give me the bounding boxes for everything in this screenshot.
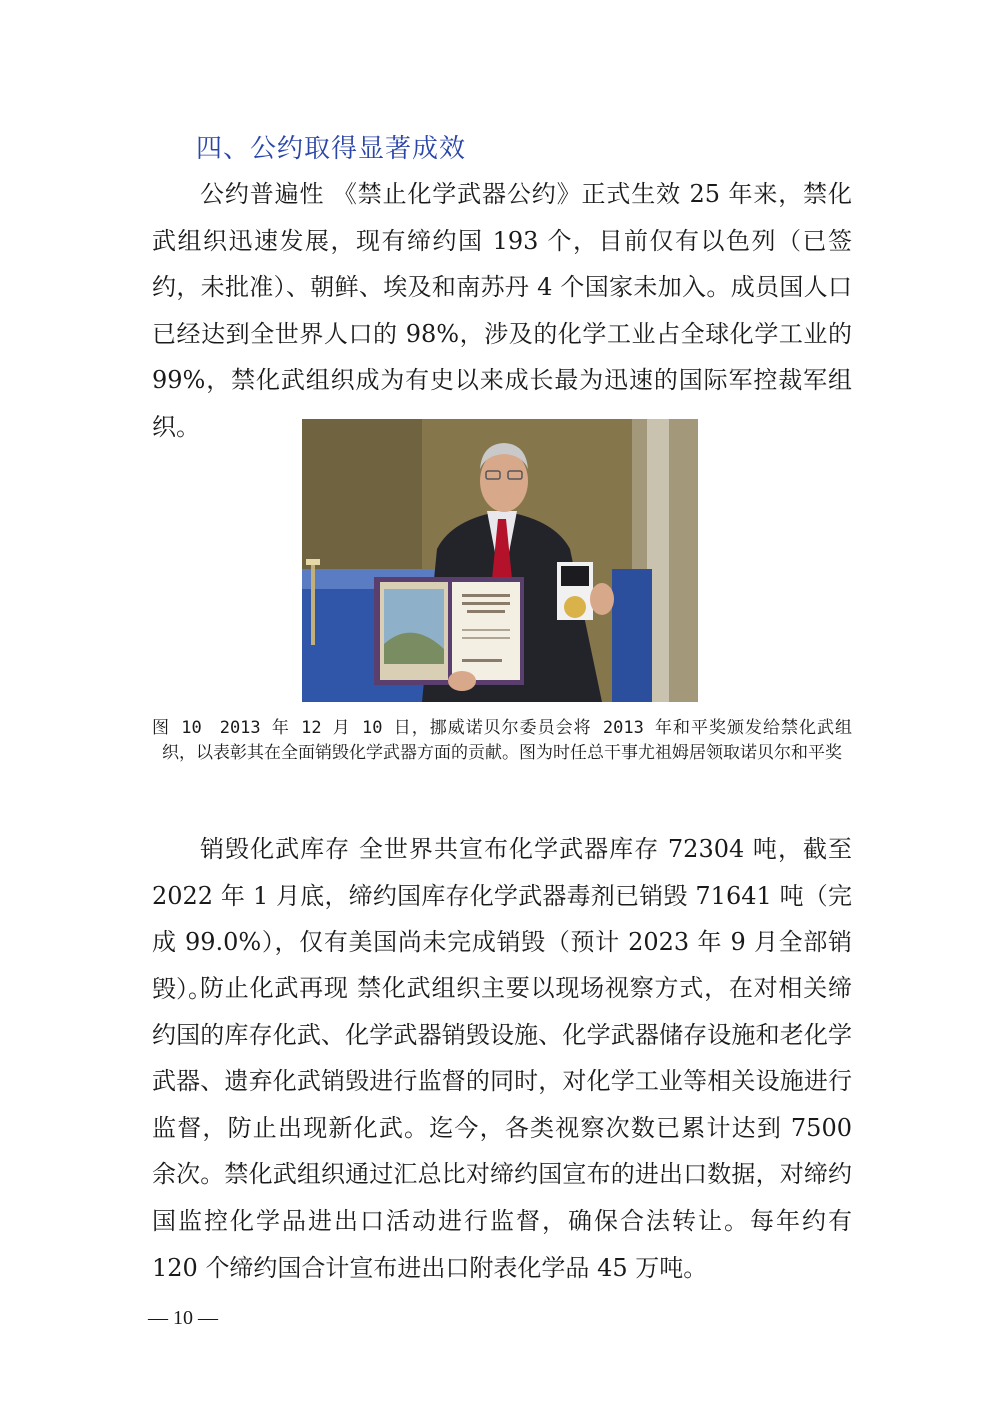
paragraph-lead: 公约普遍性: [200, 180, 325, 208]
page-number: — 10 —: [148, 1307, 218, 1329]
paragraph-body: 《禁止化学武器公约》正式生效 25 年来，禁化武组织迅速发展，现有缔约国 193 个，目前仅有以色列（已签约，未批准）、朝鲜、埃及和南苏丹 4 个国家未加入。成员国人口已经达到全世界人口的 98%，涉及的化学工业占全球化学工业的 99%，禁化武组织成为有史以来成长最为迅速的国际军控裁军组织。: [152, 180, 852, 441]
figure-caption-text: 2013 年 12 月 10 日，挪威诺贝尔委员会将 2013 年和平奖颁发给禁化武组织，以表彰其在全面销毁化学武器方面的贡献。图为时任总干事尤祖姆居领取诺贝尔和平奖: [162, 718, 852, 763]
paragraph-body: 全世界共宣布化学武器库存 72304 吨，截至 2022 年 1 月底，缔约国库存化学武器毒剂已销毁 71641 吨（完成 99.0%），仅有美国尚未完成销毁（预计 2023 年 9 月全部销毁）。: [152, 835, 853, 1003]
nobel-ceremony-photo: [302, 419, 698, 702]
figure-caption: [152, 716, 852, 766]
figure-label: 图 10: [152, 718, 202, 738]
paragraph-universality: [152, 171, 852, 451]
paragraph-body: 禁化武组织主要以现场视察方式，在对相关缔约国的库存化武、化学武器销毁设施、化学武器储存设施和老化学武器、遗弃化武销毁进行监督的同时，对化学工业等相关设施进行监督，防止出现新化武。迄今，各类视察次数已累计达到 7500 余次。禁化武组织通过汇总比对缔约国宣布的进出口数据，对缔约国监控化学品进出口活动进行监督，确保合法转让。每年约有 120 个缔约国合计宣布进出口附表化学品 45 万吨。: [152, 974, 852, 1282]
paragraph-lead: 销毁化武库存: [200, 835, 351, 863]
paragraph-lead: 防止化武再现: [200, 974, 349, 1002]
paragraph-prevention: [152, 965, 852, 1291]
section-heading: 四、公约取得显著成效: [196, 134, 467, 164]
